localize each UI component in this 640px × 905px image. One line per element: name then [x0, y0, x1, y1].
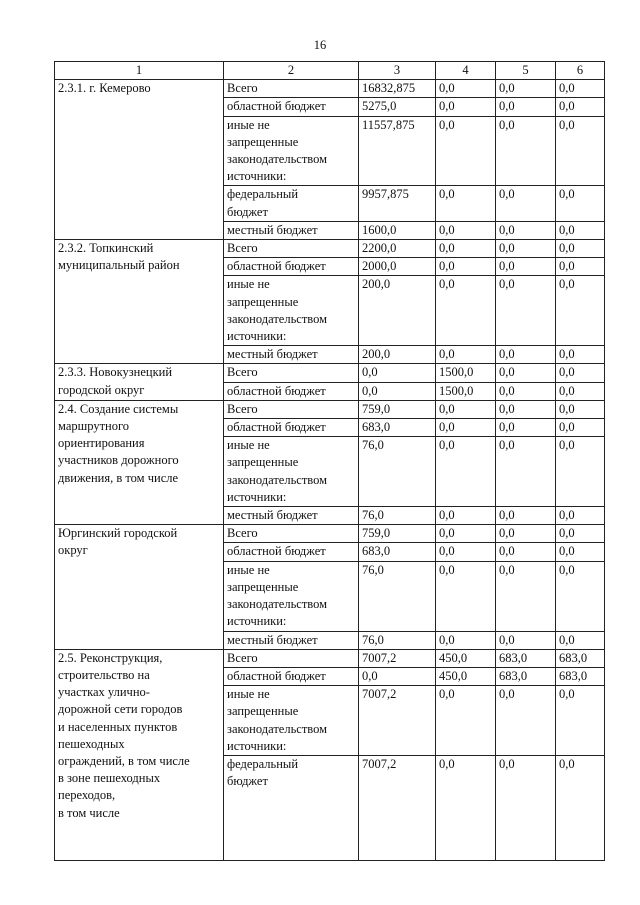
value-cell: 7007,2 [359, 755, 436, 860]
value-cell: 76,0 [359, 561, 436, 631]
value-cell: 0,0 [556, 686, 605, 756]
value-cell: 76,0 [359, 437, 436, 507]
row-label: областной бюджет [224, 98, 359, 116]
value-cell: 450,0 [436, 649, 496, 667]
table-row [55, 240, 605, 258]
table-row [55, 80, 605, 98]
row-label: Всего [224, 649, 359, 667]
row-label: иные не запрещенные законодательством источники: [224, 561, 359, 631]
value-cell: 0,0 [436, 507, 496, 525]
value-cell: 0,0 [556, 364, 605, 382]
value-cell: 0,0 [496, 561, 556, 631]
value-cell: 0,0 [359, 364, 436, 382]
item-name: 2.4. Создание системы маршрутного ориентирования участников дорожного движения, в том числе [55, 400, 224, 524]
value-cell: 0,0 [556, 276, 605, 346]
value-cell: 0,0 [496, 419, 556, 437]
row-label: федеральный бюджет [224, 186, 359, 221]
value-cell: 0,0 [496, 258, 556, 276]
value-cell: 0,0 [436, 346, 496, 364]
table-row [55, 525, 605, 543]
table-row [55, 364, 605, 382]
value-cell: 0,0 [556, 561, 605, 631]
value-cell: 0,0 [556, 631, 605, 649]
value-cell: 0,0 [556, 525, 605, 543]
page-number: 16 [313, 38, 327, 52]
value-cell: 0,0 [496, 507, 556, 525]
value-cell: 0,0 [359, 382, 436, 400]
value-cell: 683,0 [359, 419, 436, 437]
value-cell: 0,0 [436, 437, 496, 507]
value-cell: 5275,0 [359, 98, 436, 116]
value-cell: 683,0 [496, 649, 556, 667]
value-cell: 1600,0 [359, 221, 436, 239]
value-cell: 0,0 [496, 240, 556, 258]
item-name: 2.3.1. г. Кемерово [55, 80, 224, 240]
value-cell: 683,0 [359, 543, 436, 561]
value-cell: 0,0 [436, 221, 496, 239]
table-row [55, 400, 605, 418]
header-cell: 2 [224, 62, 359, 80]
value-cell: 683,0 [556, 667, 605, 685]
row-label: Всего [224, 240, 359, 258]
row-label: иные не запрещенные законодательством источники: [224, 116, 359, 186]
header-row [55, 62, 605, 80]
value-cell: 7007,2 [359, 686, 436, 756]
value-cell: 0,0 [436, 186, 496, 221]
value-cell: 0,0 [359, 667, 436, 685]
value-cell: 0,0 [436, 525, 496, 543]
value-cell: 0,0 [436, 400, 496, 418]
header-cell: 4 [436, 62, 496, 80]
value-cell: 76,0 [359, 507, 436, 525]
header-cell: 1 [55, 62, 224, 80]
header-cell: 5 [496, 62, 556, 80]
row-label: областной бюджет [224, 543, 359, 561]
value-cell: 0,0 [496, 276, 556, 346]
row-label: Всего [224, 525, 359, 543]
value-cell: 9957,875 [359, 186, 436, 221]
value-cell: 0,0 [556, 507, 605, 525]
value-cell: 2200,0 [359, 240, 436, 258]
value-cell: 0,0 [436, 258, 496, 276]
value-cell: 0,0 [496, 346, 556, 364]
row-label: областной бюджет [224, 419, 359, 437]
row-label: областной бюджет [224, 258, 359, 276]
value-cell: 0,0 [556, 240, 605, 258]
value-cell: 0,0 [436, 116, 496, 186]
item-name: 2.5. Реконструкция, строительство на участках улично- дорожной сети городов и населенных пунктов пешеходных ограждений, в том числе в зоне пешеходных переходов, в том числе [55, 649, 224, 860]
value-cell: 200,0 [359, 346, 436, 364]
value-cell: 0,0 [556, 221, 605, 239]
value-cell: 450,0 [436, 667, 496, 685]
row-label: Всего [224, 80, 359, 98]
value-cell: 1500,0 [436, 364, 496, 382]
value-cell: 0,0 [496, 525, 556, 543]
value-cell: 0,0 [436, 240, 496, 258]
value-cell: 0,0 [556, 437, 605, 507]
value-cell: 0,0 [556, 755, 605, 860]
value-cell: 0,0 [436, 276, 496, 346]
header-cell: 6 [556, 62, 605, 80]
value-cell: 0,0 [556, 116, 605, 186]
row-label: местный бюджет [224, 507, 359, 525]
row-label: Всего [224, 400, 359, 418]
value-cell: 0,0 [496, 686, 556, 756]
value-cell: 0,0 [436, 543, 496, 561]
value-cell: 0,0 [496, 437, 556, 507]
value-cell: 0,0 [556, 543, 605, 561]
value-cell: 0,0 [496, 116, 556, 186]
item-name: 2.3.2. Топкинский муниципальный район [55, 240, 224, 364]
value-cell: 0,0 [496, 543, 556, 561]
row-label: местный бюджет [224, 346, 359, 364]
row-label: иные не запрещенные законодательством источники: [224, 276, 359, 346]
value-cell: 0,0 [436, 686, 496, 756]
row-label: федеральный бюджет [224, 755, 359, 860]
row-label: иные не запрещенные законодательством источники: [224, 437, 359, 507]
value-cell: 0,0 [496, 364, 556, 382]
row-label: областной бюджет [224, 667, 359, 685]
value-cell: 7007,2 [359, 649, 436, 667]
value-cell: 200,0 [359, 276, 436, 346]
value-cell: 0,0 [496, 755, 556, 860]
row-label: местный бюджет [224, 631, 359, 649]
value-cell: 1500,0 [436, 382, 496, 400]
row-label: местный бюджет [224, 221, 359, 239]
value-cell: 0,0 [556, 346, 605, 364]
value-cell: 683,0 [496, 667, 556, 685]
value-cell: 759,0 [359, 400, 436, 418]
value-cell: 76,0 [359, 631, 436, 649]
value-cell: 0,0 [496, 98, 556, 116]
value-cell: 0,0 [496, 186, 556, 221]
value-cell: 0,0 [436, 98, 496, 116]
value-cell: 0,0 [556, 98, 605, 116]
value-cell: 0,0 [496, 221, 556, 239]
item-name: 2.3.3. Новокузнецкий городской округ [55, 364, 224, 400]
value-cell: 0,0 [436, 419, 496, 437]
value-cell: 0,0 [556, 80, 605, 98]
row-label: иные не запрещенные законодательством источники: [224, 686, 359, 756]
header-cell: 3 [359, 62, 436, 80]
table-body [55, 62, 605, 861]
value-cell: 11557,875 [359, 116, 436, 186]
value-cell: 0,0 [436, 631, 496, 649]
value-cell: 0,0 [436, 755, 496, 860]
value-cell: 0,0 [556, 400, 605, 418]
value-cell: 0,0 [556, 382, 605, 400]
value-cell: 0,0 [496, 400, 556, 418]
row-label: областной бюджет [224, 382, 359, 400]
value-cell: 0,0 [496, 382, 556, 400]
value-cell: 0,0 [556, 186, 605, 221]
row-label: Всего [224, 364, 359, 382]
value-cell: 0,0 [556, 258, 605, 276]
value-cell: 2000,0 [359, 258, 436, 276]
item-name: Юргинский городской округ [55, 525, 224, 649]
value-cell: 0,0 [436, 561, 496, 631]
value-cell: 759,0 [359, 525, 436, 543]
value-cell: 0,0 [496, 80, 556, 98]
value-cell: 683,0 [556, 649, 605, 667]
table-row [55, 649, 605, 667]
value-cell: 0,0 [436, 80, 496, 98]
value-cell: 0,0 [496, 631, 556, 649]
budget-table [54, 61, 605, 861]
value-cell: 0,0 [556, 419, 605, 437]
value-cell: 16832,875 [359, 80, 436, 98]
